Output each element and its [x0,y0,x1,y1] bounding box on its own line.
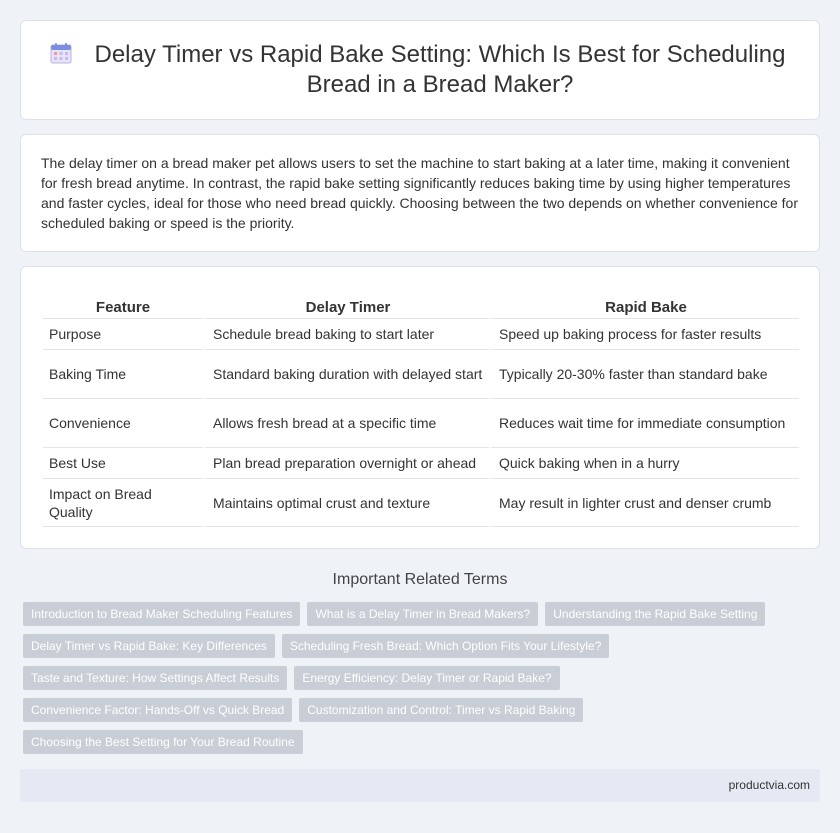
table-row [43,350,799,399]
comparison-table [43,297,799,527]
intro-card [20,134,820,252]
related-term-tag[interactable]: What is a Delay Timer in Bread Makers? [307,602,538,626]
table-row [43,479,799,527]
related-term-tag[interactable]: Taste and Texture: How Settings Affect Results [23,666,287,690]
header-delay-timer: Delay Timer [203,297,489,319]
related-term-tag[interactable]: Understanding the Rapid Bake Setting [545,602,765,626]
table-cell: May result in lighter crust and denser crumb [489,479,799,527]
comparison-card [20,266,820,549]
tag-row [23,602,813,626]
tag-row [23,666,813,690]
calendar-icon [50,42,72,64]
table-cell: Impact on Bread Quality [43,479,203,527]
table-cell: Standard baking duration with delayed start [203,350,489,399]
table-row [43,399,799,448]
table-cell: Reduces wait time for immediate consumption [489,399,799,448]
table-cell: Quick baking when in a hurry [489,448,799,479]
title-wrap [50,40,790,100]
related-term-tag[interactable]: Scheduling Fresh Bread: Which Option Fits Your Lifestyle? [282,634,610,658]
related-term-tag[interactable]: Choosing the Best Setting for Your Bread Routine [23,730,303,754]
footer [20,769,820,802]
table-row [43,448,799,479]
table-cell: Purpose [43,319,203,350]
tag-row [23,730,813,754]
header-rapid-bake: Rapid Bake [489,297,799,319]
related-term-tag[interactable]: Energy Efficiency: Delay Timer or Rapid Bake? [294,666,559,690]
table-header-row [43,297,799,319]
page-title: Delay Timer vs Rapid Bake Setting: Which Is Best for Scheduling Bread in a Bread Maker? [94,41,786,98]
related-term-tag[interactable]: Convenience Factor: Hands-Off vs Quick Bread [23,698,292,722]
table-cell: Speed up baking process for faster results [489,319,799,350]
tag-row [23,698,813,722]
intro-paragraph: The delay timer on a bread maker pet allows users to set the machine to start baking at a later time, making it convenient for fresh bread anytime. In contrast, the rapid bake setting significantly reduces baking time by using higher temperatures and faster cycles, ideal for those who need bread quickly. Choosing between the two depends on whether convenience for scheduled baking or speed is the priority. [41,155,798,231]
title-card [20,20,820,120]
header-feature: Feature [43,297,203,319]
table-cell: Plan bread preparation overnight or ahead [203,448,489,479]
related-term-tag[interactable]: Introduction to Bread Maker Scheduling Features [23,602,300,626]
table-cell: Schedule bread baking to start later [203,319,489,350]
table-cell: Maintains optimal crust and texture [203,479,489,527]
related-terms-title: Important Related Terms [332,571,508,588]
related-term-tag[interactable]: Delay Timer vs Rapid Bake: Key Differences [23,634,275,658]
table-row [43,319,799,350]
footer-site-link[interactable]: productvia.com [728,778,810,792]
table-cell: Typically 20-30% faster than standard bake [489,350,799,399]
related-term-tag[interactable]: Customization and Control: Timer vs Rapid Baking [299,698,583,722]
table-cell: Baking Time [43,350,203,399]
table-cell: Convenience [43,399,203,448]
tag-row [23,634,813,658]
table-cell: Best Use [43,448,203,479]
related-terms-list [23,602,813,762]
table-cell: Allows fresh bread at a specific time [203,399,489,448]
